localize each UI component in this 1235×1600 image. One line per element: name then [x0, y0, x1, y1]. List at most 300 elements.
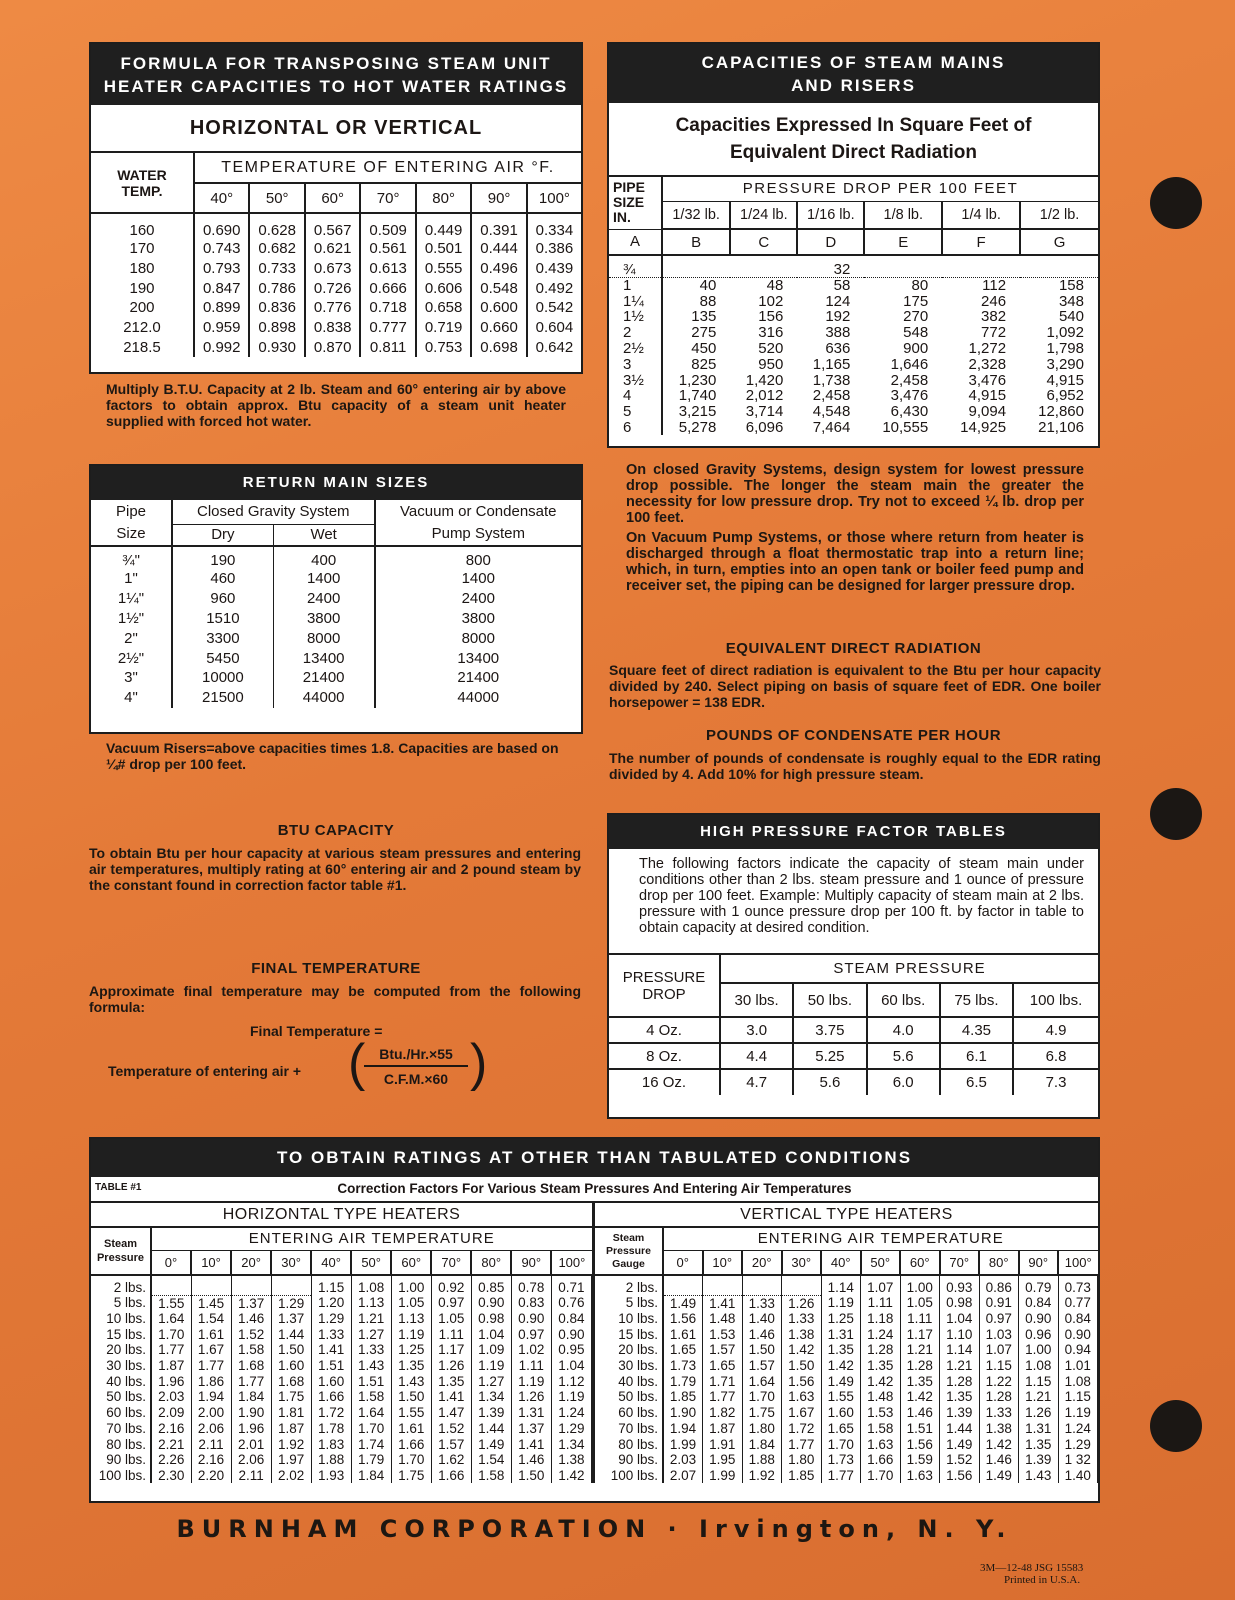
- factor-cell: 0.743: [194, 239, 249, 259]
- drop-col-header: 1/24 lb.: [730, 201, 797, 229]
- correction-factor-cell: 1.66: [391, 1436, 431, 1452]
- correction-factor-cell: 1.81: [271, 1405, 311, 1421]
- correction-factor-cell: 1.33: [351, 1342, 391, 1358]
- factor-cell: 0.600: [471, 298, 526, 318]
- vacuum-cell: 8000: [461, 629, 495, 647]
- correction-factor-cell: 1.42: [979, 1436, 1019, 1452]
- correction-factor-cell: 2.06: [191, 1421, 231, 1437]
- correction-factor-cell: 1.70: [742, 1389, 782, 1405]
- correction-factor-cell: 1.19: [551, 1389, 591, 1405]
- correction-factor-cell: 1.63: [861, 1436, 901, 1452]
- pressure-drop-line-1: PRESSURE: [622, 968, 706, 986]
- correction-factor-cell: 1.75: [271, 1389, 311, 1405]
- correction-factor-cell: 1.49: [471, 1436, 511, 1452]
- correction-factor-cell: 1.15: [311, 1275, 351, 1295]
- steam-pressure-cell: 90 lbs.: [595, 1452, 663, 1468]
- correction-factor-cell: [231, 1275, 271, 1295]
- pressure-col-header: 75 lbs.: [940, 983, 1013, 1017]
- capacity-cell: 14,925: [960, 419, 1007, 437]
- factor-cell: 0.811: [360, 337, 415, 357]
- v-pressure-line-1: Steam: [612, 1231, 645, 1244]
- correction-factor-cell: 1.21: [1019, 1389, 1059, 1405]
- capacity-cell: 3,290: [1046, 355, 1084, 373]
- temp-col-header: 50°: [351, 1250, 391, 1275]
- capacity-cell: 1,646: [890, 355, 929, 373]
- steam-pressure-cell: 90 lbs.: [91, 1452, 151, 1468]
- col-letter: A: [609, 229, 662, 255]
- steam-pressure-cell: 5 lbs.: [595, 1295, 663, 1311]
- factor-cell: 6.5: [940, 1069, 1013, 1095]
- edr-text: Square feet of direct radiation is equivalent to the Btu per hour capacity divided by 240. Select piping on basis of square feet of EDR. One boiler horsepower = 138 EDR.: [609, 662, 1101, 710]
- pipe-size-cell: 3½: [609, 372, 662, 388]
- table-row: [595, 1358, 1098, 1374]
- vacuum-label-line-2: Pump System: [431, 524, 525, 542]
- mains-pipe-line-3: IN.: [613, 209, 631, 226]
- table-row: [91, 213, 581, 239]
- wet-cell: 21400: [273, 668, 374, 688]
- correction-factor-cell: 1.63: [900, 1468, 940, 1484]
- correction-factor-cell: 1.04: [940, 1311, 980, 1327]
- col-letter: B: [662, 229, 730, 255]
- correction-factor-cell: 1.52: [231, 1326, 271, 1342]
- temp-col-header: 0°: [663, 1250, 703, 1275]
- table-row: [609, 309, 1098, 325]
- btu-text: To obtain Btu per hour capacity at various steam pressures and entering air temperatures, multiply rating at 60° entering air and 2 pound steam by the constant found in correction factor table #1.: [89, 845, 581, 893]
- print-code: [980, 1562, 1130, 1586]
- correction-factor-cell: 1.54: [471, 1452, 511, 1468]
- factor-cell: 0.492: [527, 278, 581, 298]
- factor-cell: 0.613: [360, 259, 415, 279]
- factor-cell: 0.753: [416, 337, 471, 357]
- correction-factor-cell: 1.70: [151, 1326, 191, 1342]
- wet-cell: 13400: [273, 648, 374, 668]
- temp-col-header: 70°: [940, 1250, 980, 1275]
- capacity-cell: 192: [825, 308, 851, 326]
- correction-factor-cell: 2.03: [151, 1389, 191, 1405]
- correction-factor-cell: 1.05: [431, 1311, 471, 1327]
- correction-factor-cell: 0.97: [431, 1295, 471, 1311]
- water-temp-cell: 170: [91, 239, 194, 259]
- correction-factor-cell: 0.73: [1058, 1275, 1098, 1295]
- capacity-cell: 10,555: [882, 419, 929, 437]
- factor-cell: 3.0: [720, 1017, 793, 1043]
- capacity-cell: [864, 255, 942, 278]
- correction-factor-cell: 1.70: [821, 1436, 861, 1452]
- vacuum-cell: 21400: [457, 669, 500, 687]
- temp-col-header: 90°: [1019, 1250, 1059, 1275]
- correction-factor-cell: 1.05: [391, 1295, 431, 1311]
- correction-factor-cell: 1.21: [940, 1358, 980, 1374]
- wet-cell: 1400: [273, 569, 374, 589]
- correction-factor-cell: 1.96: [231, 1421, 271, 1437]
- correction-factor-cell: 1.82: [703, 1405, 743, 1421]
- table-row: [609, 372, 1098, 388]
- correction-factor-cell: 1.34: [551, 1436, 591, 1452]
- transpose-header-line-1: FORMULA FOR TRANSPOSING STEAM UNIT: [120, 54, 552, 73]
- correction-factor-cell: 1.39: [1019, 1452, 1059, 1468]
- capacity-cell: 2,328: [968, 355, 1007, 373]
- correction-factor-cell: 0.83: [511, 1295, 551, 1311]
- correction-factor-cell: 1.68: [231, 1358, 271, 1374]
- correction-factor-cell: 1.33: [742, 1295, 782, 1311]
- factor-cell: 0.501: [416, 239, 471, 259]
- factor-cell: 0.561: [360, 239, 415, 259]
- correction-factor-cell: 1.31: [821, 1326, 861, 1342]
- correction-factor-cell: 1.21: [900, 1342, 940, 1358]
- drop-col-header: 1/32 lb.: [662, 201, 730, 229]
- air-temp-col-header: 100°: [527, 183, 581, 213]
- correction-factor-cell: 1.35: [391, 1358, 431, 1374]
- correction-factor-cell: 1.00: [900, 1275, 940, 1295]
- correction-factor-cell: 2.01: [231, 1436, 271, 1452]
- correction-factor-cell: 1.07: [861, 1275, 901, 1295]
- steam-pressure-cell: 30 lbs.: [91, 1358, 151, 1374]
- correction-factor-cell: 1.58: [231, 1342, 271, 1358]
- capacity-cell: 950: [758, 355, 784, 373]
- correction-factor-cell: 1.70: [861, 1468, 901, 1484]
- correction-factor-cell: 1.34: [471, 1389, 511, 1405]
- temp-col-header: 40°: [821, 1250, 861, 1275]
- drop-cell: 8 Oz.: [646, 1047, 682, 1065]
- factor-cell: 0.698: [471, 337, 526, 357]
- correction-factor-cell: 1.60: [311, 1373, 351, 1389]
- temp-col-header: 100°: [1058, 1250, 1098, 1275]
- correction-factor-cell: 1.46: [511, 1452, 551, 1468]
- correction-factor-cell: 1.37: [271, 1311, 311, 1327]
- factor-cell: 0.718: [360, 298, 415, 318]
- factor-cell: 6.0: [867, 1069, 940, 1095]
- correction-factor-cell: 1.66: [861, 1452, 901, 1468]
- table-row: [609, 420, 1098, 436]
- correction-factor-cell: 1.72: [311, 1405, 351, 1421]
- table-row: [91, 337, 581, 357]
- factor-cell: 0.449: [416, 213, 471, 239]
- capacity-cell: 6,096: [745, 419, 784, 437]
- factor-cell: 0.777: [360, 318, 415, 338]
- water-temp-cell: 212.0: [91, 318, 194, 338]
- capacity-cell: 450: [691, 340, 717, 358]
- correction-factor-cell: 1.22: [979, 1373, 1019, 1389]
- pipe-size-cell: 1": [91, 569, 172, 589]
- correction-factor-cell: 1.08: [1058, 1373, 1098, 1389]
- correction-factor-cell: 1.35: [940, 1389, 980, 1405]
- correction-factor-cell: 1.04: [551, 1358, 591, 1374]
- correction-factor-cell: 1.66: [311, 1389, 351, 1405]
- factor-cell: 4.0: [867, 1017, 940, 1043]
- capacity-cell: 2,458: [890, 371, 929, 389]
- correction-caption-row: [91, 1177, 1098, 1203]
- capacity-cell: 388: [825, 324, 851, 342]
- condensate-title: POUNDS OF CONDENSATE PER HOUR: [705, 727, 1002, 744]
- correction-panel: [89, 1137, 1100, 1503]
- correction-factor-cell: 0.85: [471, 1275, 511, 1295]
- correction-factor-cell: 1.41: [431, 1389, 471, 1405]
- mains-note-2: On Vacuum Pump Systems, or those where return from heater is discharged through a float thermostatic trap into a return line; which, in turn, empties into an open tank or boiler feed pump and receiver set, the piping can be designed for larger pressure drop.: [626, 530, 1084, 594]
- correction-factor-cell: 1.35: [431, 1373, 471, 1389]
- correction-factor-cell: 1.93: [311, 1468, 351, 1484]
- steam-pressure-cell: 80 lbs.: [91, 1436, 151, 1452]
- correction-factor-cell: 1.50: [511, 1468, 551, 1484]
- correction-factor-cell: 1.27: [351, 1326, 391, 1342]
- correction-factor-cell: 1.13: [391, 1311, 431, 1327]
- correction-factor-cell: 2.16: [191, 1452, 231, 1468]
- capacity-cell: 3,476: [968, 371, 1007, 389]
- capacity-cell: [730, 255, 797, 278]
- capacity-cell: 6,952: [1046, 387, 1084, 405]
- correction-factor-cell: 1.83: [311, 1436, 351, 1452]
- mains-pipe-line-2: SIZE: [613, 194, 645, 211]
- correction-factor-cell: 1.60: [821, 1405, 861, 1421]
- correction-factor-cell: 1.64: [151, 1311, 191, 1327]
- capacity-cell: 1,165: [812, 355, 851, 373]
- correction-factor-cell: 1.43: [351, 1358, 391, 1374]
- factor-cell: 0.666: [360, 278, 415, 298]
- factor-cell: 3.75: [793, 1017, 866, 1043]
- correction-factor-cell: 1.35: [861, 1358, 901, 1374]
- table-row: [91, 628, 581, 648]
- table-row: [91, 1389, 592, 1405]
- v-pressure-line-3: Gauge: [612, 1257, 645, 1270]
- pipe-size-cell: ¾": [91, 546, 172, 569]
- correction-factor-cell: 1.35: [821, 1342, 861, 1358]
- correction-factor-cell: 1.56: [940, 1468, 980, 1484]
- binder-hole-middle: [1150, 788, 1202, 840]
- factor-cell: 0.776: [305, 298, 360, 318]
- temp-col-header: 80°: [471, 1250, 511, 1275]
- vacuum-label: [375, 500, 581, 546]
- pipe-size-cell: 6: [609, 420, 662, 436]
- correction-factor-cell: 1.88: [742, 1452, 782, 1468]
- capacity-cell: 4,915: [1046, 371, 1084, 389]
- correction-factor-cell: 1.35: [1019, 1436, 1059, 1452]
- temp-col-header: 30°: [271, 1250, 311, 1275]
- correction-factor-cell: 1.26: [511, 1389, 551, 1405]
- factor-cell: 0.836: [249, 298, 304, 318]
- table-row: [609, 1043, 1098, 1069]
- water-temp-cell: 218.5: [91, 337, 194, 357]
- vacuum-cell: 800: [465, 552, 491, 569]
- correction-factor-cell: 1.31: [511, 1405, 551, 1421]
- correction-factor-cell: 2.11: [231, 1468, 271, 1484]
- factor-cell: 0.847: [194, 278, 249, 298]
- correction-factor-cell: 2.02: [271, 1468, 311, 1484]
- capacity-cell: 124: [825, 292, 851, 310]
- temp-col-header: 90°: [511, 1250, 551, 1275]
- correction-factor-cell: 1.35: [900, 1373, 940, 1389]
- mains-drop-label: PRESSURE DROP PER 100 FEET: [662, 177, 1098, 201]
- correction-factor-cell: 0.71: [551, 1275, 591, 1295]
- high-pressure-header: HIGH PRESSURE FACTOR TABLES: [609, 815, 1098, 849]
- correction-factor-cell: 0.77: [1058, 1295, 1098, 1311]
- capacity-cell: 1,272: [968, 340, 1007, 358]
- steam-pressure-cell: 80 lbs.: [595, 1436, 663, 1452]
- table-row: [609, 325, 1098, 341]
- return-main-panel: [89, 464, 583, 734]
- pressure-drop-line-2: DROP: [642, 985, 686, 1003]
- capacity-cell: 158: [1058, 277, 1084, 295]
- correction-factor-cell: 1.42: [821, 1358, 861, 1374]
- correction-factor-cell: 1.47: [431, 1405, 471, 1421]
- capacity-cell: 4,915: [968, 387, 1007, 405]
- correction-factor-cell: 1.99: [663, 1436, 703, 1452]
- correction-factor-cell: [151, 1275, 191, 1295]
- correction-factor-cell: 1.77: [151, 1342, 191, 1358]
- mains-header-line-1: CAPACITIES OF STEAM MAINS: [701, 53, 1006, 72]
- correction-factor-cell: 1.92: [742, 1468, 782, 1484]
- table-row: [91, 1452, 592, 1468]
- correction-factor-cell: 1.90: [663, 1405, 703, 1421]
- correction-factor-cell: 1.60: [271, 1358, 311, 1374]
- correction-factor-cell: 0.90: [1058, 1326, 1098, 1342]
- correction-factor-cell: 1.26: [782, 1295, 822, 1311]
- pipe-size-cell: 2: [609, 325, 662, 341]
- correction-factor-cell: 1.43: [391, 1373, 431, 1389]
- correction-factor-cell: [703, 1275, 743, 1295]
- capacity-cell: 7,464: [812, 419, 851, 437]
- correction-factor-cell: 1.49: [663, 1295, 703, 1311]
- correction-tables: [91, 1203, 1098, 1483]
- factor-cell: 5.25: [793, 1043, 866, 1069]
- factor-cell: 0.658: [416, 298, 471, 318]
- table-row: [595, 1275, 1098, 1295]
- steam-pressure-cell: 40 lbs.: [595, 1373, 663, 1389]
- correction-factor-cell: [271, 1275, 311, 1295]
- steam-pressure-cell: 50 lbs.: [595, 1389, 663, 1405]
- h-pressure-label: [91, 1228, 151, 1275]
- pipe-size-cell: 2½": [91, 648, 172, 668]
- correction-factor-cell: 1.84: [231, 1389, 271, 1405]
- capacity-cell: [942, 255, 1020, 278]
- correction-factor-cell: 1.63: [782, 1389, 822, 1405]
- steam-pressure-cell: 15 lbs.: [595, 1326, 663, 1342]
- return-main-header: RETURN MAIN SIZES: [91, 466, 581, 500]
- correction-factor-cell: 1.48: [703, 1311, 743, 1327]
- correction-factor-cell: 1.33: [782, 1311, 822, 1327]
- correction-factor-cell: 1.41: [703, 1295, 743, 1311]
- correction-factor-cell: 0.90: [1019, 1311, 1059, 1327]
- factor-cell: 0.386: [527, 239, 581, 259]
- table-row: [91, 239, 581, 259]
- factor-cell: 0.870: [305, 337, 360, 357]
- table-row: [91, 1373, 592, 1389]
- wet-cell: 2400: [273, 589, 374, 609]
- final-temp-lhs: Temperature of entering air +: [108, 1063, 302, 1079]
- factor-cell: 5.6: [793, 1069, 866, 1095]
- correction-factor-cell: 1.66: [431, 1468, 471, 1484]
- factor-cell: 0.542: [527, 298, 581, 318]
- correction-factor-cell: 1.53: [861, 1405, 901, 1421]
- formula-denominator: C.F.M.×60: [383, 1071, 449, 1087]
- correction-factor-cell: 1.33: [979, 1405, 1019, 1421]
- correction-factor-cell: 1.37: [231, 1295, 271, 1311]
- drop-col-header: 1/8 lb.: [864, 201, 942, 229]
- steam-pressure-label: STEAM PRESSURE: [720, 955, 1098, 983]
- mains-subtitle-line-1: Capacities Expressed In Square Feet of: [675, 115, 1032, 136]
- factor-cell: 0.690: [194, 213, 249, 239]
- dry-cell: 21500: [172, 688, 273, 708]
- correction-factor-cell: 1.08: [351, 1275, 391, 1295]
- correction-factor-cell: 1.85: [663, 1389, 703, 1405]
- steam-pressure-cell: 2 lbs.: [91, 1275, 151, 1295]
- factor-cell: 5.6: [867, 1043, 940, 1069]
- factor-cell: 0.567: [305, 213, 360, 239]
- correction-factor-cell: 2.16: [151, 1421, 191, 1437]
- correction-factor-cell: 0.90: [551, 1326, 591, 1342]
- correction-factor-cell: 1.19: [821, 1295, 861, 1311]
- correction-factor-cell: 1.12: [551, 1373, 591, 1389]
- correction-factor-cell: 1.59: [900, 1452, 940, 1468]
- correction-factor-cell: 2.09: [151, 1405, 191, 1421]
- temp-col-header: 30°: [782, 1250, 822, 1275]
- correction-factor-cell: 1.75: [391, 1468, 431, 1484]
- mains-header-line-2: AND RISERS: [791, 76, 916, 95]
- correction-factor-cell: 0.91: [979, 1295, 1019, 1311]
- correction-factor-cell: 1.95: [703, 1452, 743, 1468]
- dry-label: Dry: [172, 524, 273, 546]
- correction-factor-cell: [782, 1275, 822, 1295]
- factor-cell: 0.334: [527, 213, 581, 239]
- steam-pressure-cell: 60 lbs.: [595, 1405, 663, 1421]
- table-row: [595, 1326, 1098, 1342]
- factor-cell: 7.3: [1013, 1069, 1098, 1095]
- capacity-cell: 1,092: [1046, 324, 1084, 342]
- mains-pipe-line-1: PIPE: [613, 179, 645, 196]
- horizontal-table: [91, 1228, 592, 1483]
- factor-cell: 0.606: [416, 278, 471, 298]
- correction-factor-cell: 1.97: [271, 1452, 311, 1468]
- table-row: [91, 1436, 592, 1452]
- correction-factor-cell: 1.39: [940, 1405, 980, 1421]
- temp-col-header: 50°: [861, 1250, 901, 1275]
- correction-factor-cell: 1.01: [1058, 1358, 1098, 1374]
- table-row: [91, 648, 581, 668]
- table-row: [91, 1275, 592, 1295]
- table-row: [595, 1342, 1098, 1358]
- capacity-cell: 2,012: [745, 387, 784, 405]
- correction-factor-cell: 1.84: [351, 1468, 391, 1484]
- dry-cell: 960: [172, 589, 273, 609]
- horizontal-section: [91, 1203, 595, 1483]
- correction-factor-cell: 1.14: [940, 1342, 980, 1358]
- correction-factor-cell: 1.41: [511, 1436, 551, 1452]
- correction-factor-cell: [191, 1275, 231, 1295]
- mains-subtitle: [609, 103, 1098, 177]
- drop-col-header: 1/4 lb.: [942, 201, 1020, 229]
- correction-factor-cell: 1.51: [311, 1358, 351, 1374]
- correction-factor-cell: 1.19: [391, 1326, 431, 1342]
- capacity-cell: 48: [766, 277, 784, 295]
- table-row: [91, 259, 581, 279]
- correction-factor-cell: 1.28: [979, 1389, 1019, 1405]
- table-row: [91, 298, 581, 318]
- correction-factor-cell: 1.57: [742, 1358, 782, 1374]
- water-temp-cell: 190: [91, 278, 194, 298]
- pipe-size-cell: 2½: [609, 341, 662, 357]
- capacity-cell: 5,278: [678, 419, 717, 437]
- table-row: [609, 341, 1098, 357]
- capacity-cell: 540: [1058, 308, 1084, 326]
- steam-pressure-cell: 20 lbs.: [91, 1342, 151, 1358]
- water-temp-cell: 200: [91, 298, 194, 318]
- temp-col-header: 80°: [979, 1250, 1019, 1275]
- table-row: [595, 1468, 1098, 1484]
- correction-factor-cell: 1.73: [821, 1452, 861, 1468]
- correction-factor-cell: 1.61: [663, 1326, 703, 1342]
- capacity-cell: 900: [903, 340, 929, 358]
- correction-factor-cell: 1.42: [900, 1389, 940, 1405]
- pipe-size-cell: 3": [91, 668, 172, 688]
- correction-factor-cell: 0.76: [551, 1295, 591, 1311]
